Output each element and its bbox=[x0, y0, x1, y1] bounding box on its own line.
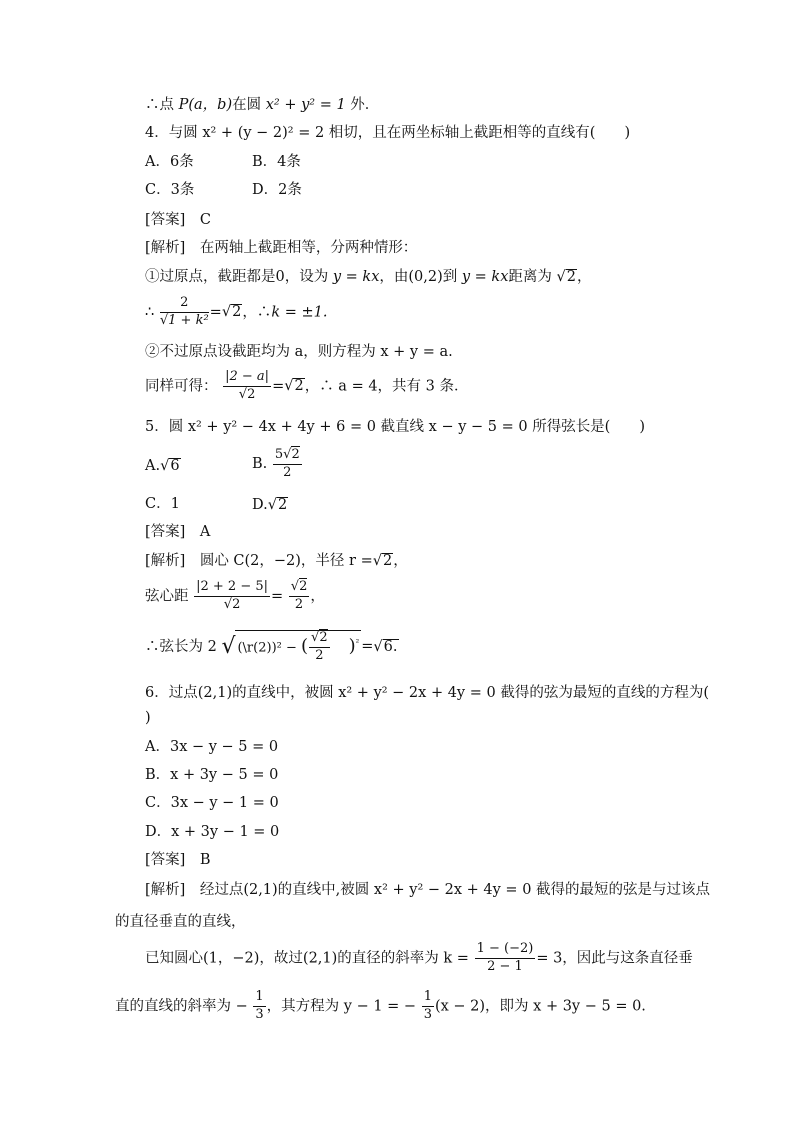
q6-stem-cont: ) bbox=[145, 710, 151, 726]
q4-answer: [答案] C bbox=[145, 212, 211, 228]
q6-analysis-result: 直的直线的斜率为 − $\frac{1}{3}$ ，其方程为 y − 1 = − $\frac{1}{3}$ (x − 2)，即为 x + 3y − 5 = 0. bbox=[115, 989, 646, 1022]
q4-option-c: C．3条 bbox=[145, 182, 195, 198]
q5-option-a: A.√6 bbox=[145, 458, 180, 474]
conclusion-line: ∴点 P(a，b)在圆 x² + y² = 1 外． bbox=[145, 97, 380, 113]
point-p: P(a，b) bbox=[178, 97, 233, 113]
q6-option-a: A．3x − y − 5 = 0 bbox=[145, 739, 279, 755]
sqrt-symbol: √2 bbox=[556, 269, 576, 285]
q6-option-b: B．x + 3y − 5 = 0 bbox=[145, 767, 279, 783]
q4-analysis-intro: [解析] 在两轴上截距相等，分两种情形： bbox=[145, 240, 418, 256]
q4-analysis-case1: ①过原点，截距都是0，设为 y = kx，由(0,2)到 y = kx距离为 √2， bbox=[145, 269, 592, 285]
q4-stem: 4．与圆 x² + (y − 2)² = 2 相切，且在两坐标轴上截距相等的直线有( ) bbox=[145, 125, 631, 141]
q5-option-d: D.√2 bbox=[252, 497, 288, 513]
q6-stem: 6．过点(2,1)的直线中，被圆 x² + y² − 2x + 4y = 0 截得的弦为最短的直线的方程为( bbox=[145, 685, 709, 701]
q5-analysis-distance: 弦心距 $\frac{|2 + 2 - 5|}{√2}$ = $\frac{√2}{2}$ ， bbox=[145, 579, 325, 612]
q4-option-b: B．4条 bbox=[252, 154, 301, 170]
fraction: $\frac{2}{\text{√1 + k²}}$ bbox=[159, 295, 209, 328]
q5-answer: [答案] A bbox=[145, 524, 211, 540]
q6-option-d: D．x + 3y − 1 = 0 bbox=[145, 824, 280, 840]
q4-option-a: A．6条 bbox=[145, 154, 194, 170]
q4-option-d: D．2条 bbox=[252, 182, 302, 198]
q5-analysis-chord: ∴弦长为 2 √ (\r(2))² − ( $\frac{√2}{2}$ )$^{^2}$ =√6. bbox=[145, 630, 398, 663]
q5-option-b: B. $\frac{5√2}{2}$ bbox=[252, 447, 300, 480]
fraction: $\frac{|2 - a|}{√2}$ bbox=[225, 369, 270, 402]
q6-analysis-slope: 已知圆心(1，−2)，故过(2,1)的直径的斜率为 k = $\frac{1 - (-2)}{2 - 1}$ = 3，因此与这条直径垂 bbox=[145, 941, 693, 974]
q6-analysis-2: 的直径垂直的直线， bbox=[115, 914, 246, 930]
q5-option-c: C．1 bbox=[145, 496, 180, 512]
q4-analysis-case2: ②不过原点设截距均为 a，则方程为 x + y = a. bbox=[145, 344, 453, 360]
q4-analysis-k-result: ∴ $\frac{2}{\text{√1 + k²}}$ =√2，∴k = ±1. bbox=[145, 295, 328, 328]
circle-equation: x² + y² = 1 bbox=[265, 97, 346, 113]
q5-analysis-center: [解析] 圆心 C(2，−2)，半径 r =√2， bbox=[145, 553, 408, 569]
q6-option-c: C．3x − y − 1 = 0 bbox=[145, 795, 279, 811]
q6-analysis-1: [解析] 经过点(2,1)的直线中,被圆 x² + y² − 2x + 4y = 0 截得的最短的弦是与过该点 bbox=[145, 882, 711, 898]
q6-answer: [答案] B bbox=[145, 852, 211, 868]
q4-analysis-a-result: 同样可得： $\frac{|2 - a|}{√2}$ =√2，∴ a = 4，共有 3 条． bbox=[145, 369, 469, 402]
q5-stem: 5．圆 x² + y² − 4x + 4y + 6 = 0 截直线 x − y − 5 = 0 所得弦长是( ) bbox=[145, 419, 646, 435]
